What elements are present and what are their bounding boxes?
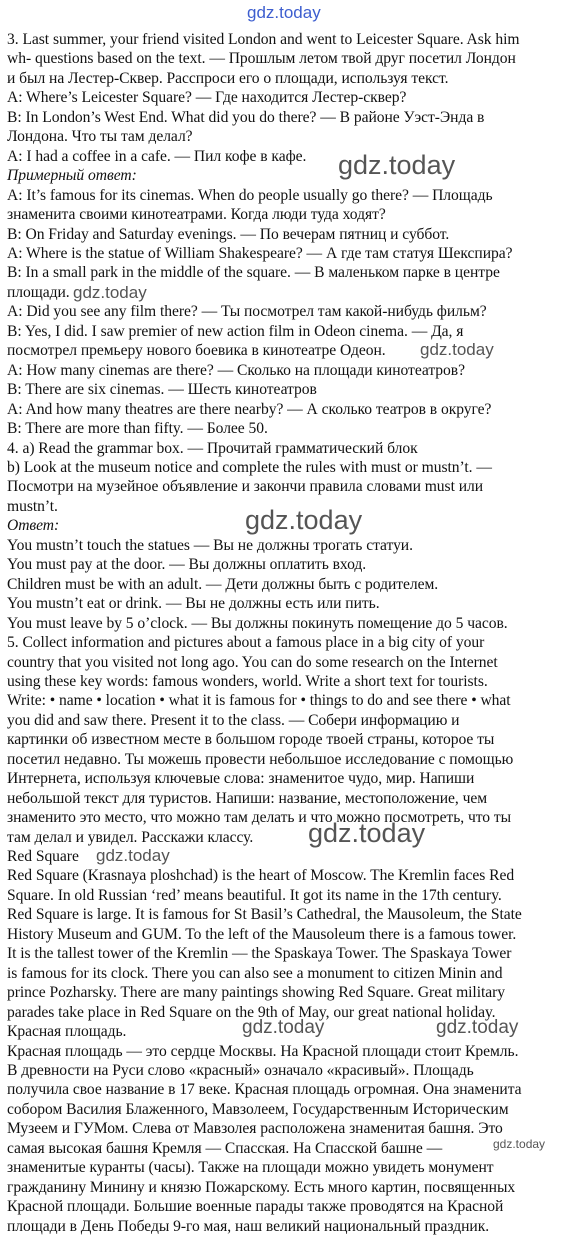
section-label-sample-answer: Примерный ответ: xyxy=(7,167,137,185)
text-line: знаменита своими кинотеатрами. Когда люди туда ходят? xyxy=(7,206,386,224)
text-line: самая высокая башня Кремля — Спасская. На Спасской башне — xyxy=(7,1139,443,1157)
text-line: A: And how many theatres are there nearby? — А сколько театров в округе? xyxy=(7,400,492,418)
text-line: parades take place in Red Square on the 9th of May, our great national holiday. xyxy=(7,1003,496,1021)
text-line: using these key words: famous wonders, world. Write a short text for tourists. xyxy=(7,672,488,690)
text-heading-red-square: Red Square xyxy=(7,848,79,866)
watermark: gdz.today xyxy=(73,283,147,302)
watermark: gdz.today xyxy=(308,818,426,848)
text-line: 4. a) Read the grammar box. — Прочитай грамматический блок xyxy=(7,439,418,457)
text-line: Посмотри на музейное объявление и закончи правила словами must или xyxy=(7,478,484,496)
text-line: A: It’s famous for its cinemas. When do people usually go there? — Площадь xyxy=(7,186,493,204)
section-label-answer: Ответ: xyxy=(7,517,60,535)
text-line: A: Did you see any film there? — Ты посмотрел там какой-нибудь фильм? xyxy=(7,303,487,321)
text-line: посмотрел премьеру нового боевика в кинотеатре Одеон. xyxy=(7,342,386,360)
text-line: Красной площади. Большие военные парады также проводятся на Красной xyxy=(7,1198,504,1216)
text-line: Square. In old Russian ‘red’ means beautiful. It got its name in the 17th century. xyxy=(7,886,502,904)
text-line: площади в День Победы 9-го мая, наш великий национальный праздник. xyxy=(7,1217,490,1235)
text-line: A: I had a coffee in a cafe. — Пил кофе в кафе. xyxy=(7,147,307,165)
watermark: gdz.today xyxy=(245,505,363,535)
watermark: gdz.today xyxy=(436,1017,519,1038)
watermark-top: gdz.today xyxy=(247,3,321,22)
text-line: B: There are six cinemas. — Шесть кинотеатров xyxy=(7,381,317,399)
text-line: prince Pozharsky. There are many paintings showing Red Square. Great military xyxy=(7,984,506,1002)
text-line: B: On Friday and Saturday evenings. — По вечерам пятниц и суббот. xyxy=(7,225,450,243)
text-line: Children must be with an adult. — Дети должны быть с родителем. xyxy=(7,575,439,593)
text-line: b) Look at the museum notice and complete the rules with must or mustn’t. — xyxy=(7,458,492,476)
watermark: gdz.today xyxy=(420,340,494,359)
text-line: Red Square (Krasnaya ploshchad) is the heart of Moscow. The Kremlin faces Red xyxy=(7,867,515,885)
text-line: A: Where is the statue of William Shakespeare? — А где там статуя Шекспира? xyxy=(7,244,513,262)
text-line: A: How many cinemas are there? — Сколько на площади кинотеатров? xyxy=(7,361,465,379)
text-line: небольшой текст для туристов. Напиши: название, местоположение, чем xyxy=(7,789,488,807)
text-line: получила свое название в 17 веке. Красная площадь огромная. Она знаменита xyxy=(7,1081,522,1099)
text-line: Red Square is large. It is famous for St Basil’s Cathedral, the Mausoleum, the State xyxy=(7,906,522,924)
text-line: mustn’t. xyxy=(7,497,58,515)
text-line: is famous for its clock. There you can also see a monument to citizen Minin and xyxy=(7,964,503,982)
text-line: B: Yes, I did. I saw premier of new action film in Odeon cinema. — Да, я xyxy=(7,322,464,340)
text-heading-krasnaya-ploshchad: Красная площадь. xyxy=(7,1023,127,1041)
text-line: Красная площадь — это сердце Москвы. На Красной площади стоит Кремль. xyxy=(7,1042,519,1060)
text-line: You must leave by 5 o’clock. — Вы должны покинуть помещение до 5 часов. xyxy=(7,614,508,632)
text-line: You must pay at the door. — Вы должны оплатить вход. xyxy=(7,556,367,574)
text-line: посетил недавно. Ты можешь провести небольшое исследование с помощью xyxy=(7,750,514,768)
text-line: It is the tallest tower of the Kremlin — the Spaskaya Tower. The Spaskaya Tower xyxy=(7,945,512,963)
text-line: 5. Collect information and pictures about a famous place in a big city of your xyxy=(7,634,485,652)
text-line: картинки об известном месте в большом городе твоей страны, которое ты xyxy=(7,731,495,749)
text-line: B: In a small park in the middle of the square. — В маленьком парке в центре xyxy=(7,264,500,282)
text-line: там делал и увидел. Расскажи классу. xyxy=(7,828,254,846)
text-line: wh- questions based on the text. — Прошлым летом твой друг посетил Лондон xyxy=(7,50,516,68)
text-line: знаменитые куранты (часы). Также на площади можно увидеть монумент xyxy=(7,1159,494,1177)
document-body xyxy=(7,30,575,1236)
text-line: Интернета, используя ключевые слова: знаменитое чудо, мир. Напиши xyxy=(7,770,475,788)
text-line: и был на Лестер-Сквер. Расспроси его о площади, используя текст. xyxy=(7,69,449,87)
text-line: B: There are more than fifty. — Более 50. xyxy=(7,420,268,438)
watermark: gdz.today xyxy=(493,1137,546,1151)
text-line: You mustn’t touch the statues — Вы не должны трогать статуи. xyxy=(7,536,413,554)
text-line: You mustn’t eat or drink. — Вы не должны есть или пить. xyxy=(7,595,380,613)
text-line: 3. Last summer, your friend visited London and went to Leicester Square. Ask him xyxy=(7,31,520,48)
text-line: B: In London’s West End. What did you do there? — В районе Уэст-Энда в xyxy=(7,108,485,126)
watermark: gdz.today xyxy=(242,1017,325,1038)
text-line: знаменито это место, что можно там делать и что можно посмотреть, что ты xyxy=(7,809,512,827)
text-line: В древности на Руси слово «красный» означало «красивый». Площадь xyxy=(7,1062,474,1080)
text-line: A: Where’s Leicester Square? — Где находится Лестер-сквер? xyxy=(7,89,407,107)
text-line: Лондона. Что ты там делал? xyxy=(7,128,193,146)
text-line: country that you visited not long ago. You can do some research on the Internet xyxy=(7,653,498,671)
text-line: Write: • name • location • what it is famous for • things to do and see there • what xyxy=(7,692,511,710)
text-line: Музеем и ГУМом. Слева от Мавзолея расположена знаменитая башня. Это xyxy=(7,1120,503,1138)
text-line: History Museum and GUM. To the left of the Mausoleum there is a famous tower. xyxy=(7,925,517,943)
text-line: площади. xyxy=(7,283,70,301)
text-line: гражданину Минину и князю Пожарскому. Есть много картин, посвященных xyxy=(7,1178,516,1196)
watermark: gdz.today xyxy=(96,846,170,865)
text-line: you did and saw there. Present it to the class. — Собери информацию и xyxy=(7,711,460,729)
text-line: собором Василия Блаженного, Мавзолеем, Государственным Историческим xyxy=(7,1100,509,1118)
watermark: gdz.today xyxy=(338,150,456,180)
